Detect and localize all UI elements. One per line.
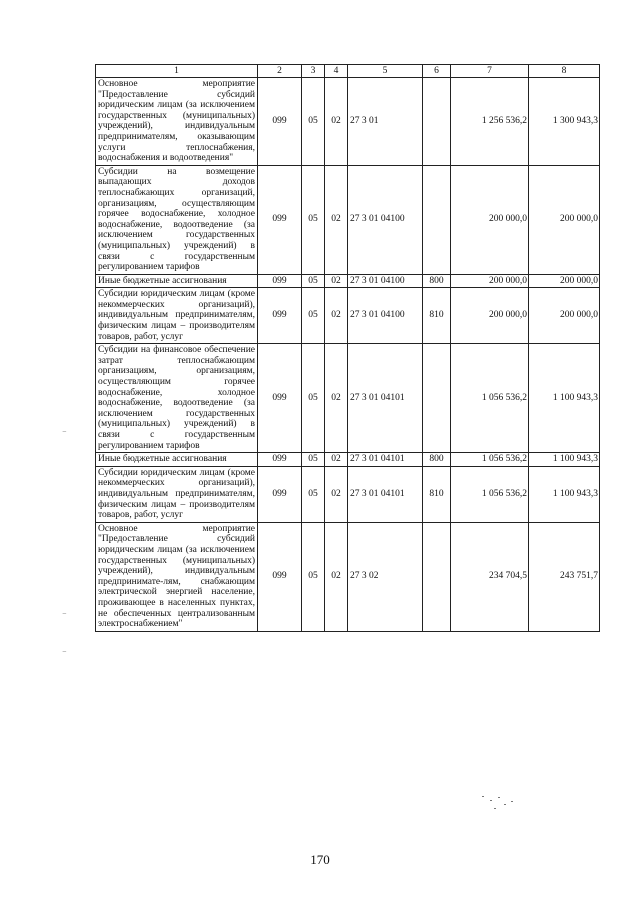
row-code-section: 05 (302, 466, 325, 522)
row-code-expense-type: 800 (423, 274, 451, 288)
row-code-subsection: 02 (325, 466, 348, 522)
row-amount-1: 1 256 536,2 (451, 78, 529, 166)
row-amount-2: 1 300 943,3 (529, 78, 600, 166)
header-cell: 2 (258, 65, 302, 78)
row-code-expense-type: 800 (423, 453, 451, 467)
row-code-expense-type (423, 165, 451, 274)
table-row (96, 453, 600, 467)
row-amount-1: 1 056 536,2 (451, 344, 529, 453)
row-code-section: 05 (302, 522, 325, 631)
row-code-ministry: 099 (258, 274, 302, 288)
margin-tick-mark: ⁻ (62, 648, 67, 658)
header-cell: 3 (302, 65, 325, 78)
row-amount-2: 200 000,0 (529, 274, 600, 288)
row-code-section: 05 (302, 274, 325, 288)
row-code-ministry: 099 (258, 165, 302, 274)
row-name: Иные бюджетные ассигнования (96, 274, 258, 288)
row-code-expense-type: 810 (423, 466, 451, 522)
row-code-target: 27 3 01 (348, 78, 423, 166)
page-number: 170 (310, 852, 330, 867)
row-code-expense-type (423, 522, 451, 631)
row-code-subsection: 02 (325, 522, 348, 631)
row-code-target: 27 3 01 04100 (348, 274, 423, 288)
row-name: Субсидии юридическим лицам (кроме некоммерческих организаций), индивидуальным предпринимателям, физическим лицам – производителям товаров, работ, услуг (96, 288, 258, 344)
table-row (96, 165, 600, 274)
row-amount-2: 200 000,0 (529, 165, 600, 274)
row-code-subsection: 02 (325, 78, 348, 166)
row-code-section: 05 (302, 453, 325, 467)
header-cell: 6 (423, 65, 451, 78)
row-code-section: 05 (302, 165, 325, 274)
row-name: Субсидии юридическим лицам (кроме некоммерческих организаций), индивидуальным предпринимателям, физическим лицам – производителям товаров, работ, услуг (96, 466, 258, 522)
row-amount-2: 200 000,0 (529, 288, 600, 344)
row-code-target: 27 3 01 04100 (348, 165, 423, 274)
row-code-target: 27 3 01 04101 (348, 344, 423, 453)
row-amount-2: 1 100 943,3 (529, 466, 600, 522)
row-code-expense-type (423, 78, 451, 166)
row-amount-2: 1 100 943,3 (529, 453, 600, 467)
row-code-expense-type: 810 (423, 288, 451, 344)
table-row (96, 344, 600, 453)
row-code-subsection: 02 (325, 453, 348, 467)
margin-tick-mark: ⁻ (62, 428, 67, 438)
table-row (96, 522, 600, 631)
row-name: Субсидии на возмещение выпадающих доходов теплоснабжающих организаций, организациям, осуществляющим горячее водоснабжение, холодное водоснабжение, водоотведение (за исключением государственных (муниципальных) учреждений) в связи с государственным регулированием тарифов (96, 165, 258, 274)
row-code-subsection: 02 (325, 165, 348, 274)
row-code-section: 05 (302, 288, 325, 344)
row-code-target: 27 3 01 04101 (348, 466, 423, 522)
row-code-ministry: 099 (258, 466, 302, 522)
budget-table (95, 64, 600, 632)
row-code-section: 05 (302, 344, 325, 453)
row-code-subsection: 02 (325, 274, 348, 288)
header-cell: 8 (529, 65, 600, 78)
scan-specks (478, 794, 518, 814)
row-amount-1: 234 704,5 (451, 522, 529, 631)
table-row (96, 466, 600, 522)
table-row (96, 274, 600, 288)
row-code-target: 27 3 01 04101 (348, 453, 423, 467)
header-cell: 7 (451, 65, 529, 78)
row-amount-1: 1 056 536,2 (451, 466, 529, 522)
row-amount-1: 200 000,0 (451, 165, 529, 274)
row-name: Основное мероприятие "Предоставление субсидий юридическим лицам (за исключением государственных (муниципальных) учреждений), индивидуальным предпринимателям, оказывающим услуги теплоснабжения, водоснабжения и водоотведения" (96, 78, 258, 166)
row-name: Иные бюджетные ассигнования (96, 453, 258, 467)
row-code-ministry: 099 (258, 288, 302, 344)
row-amount-1: 1 056 536,2 (451, 453, 529, 467)
table-row (96, 288, 600, 344)
row-code-target: 27 3 02 (348, 522, 423, 631)
row-name: Субсидии на финансовое обеспечение затрат теплоснабжающим организациям, организациям, осуществляющим горячее водоснабжение, холодное водоснабжение, водоотведение (за исключением государственных (муниципальных) учреждений) в связи с государственным регулированием тарифов (96, 344, 258, 453)
row-amount-1: 200 000,0 (451, 274, 529, 288)
row-code-target: 27 3 01 04100 (348, 288, 423, 344)
row-code-subsection: 02 (325, 288, 348, 344)
row-amount-2: 243 751,7 (529, 522, 600, 631)
row-code-ministry: 099 (258, 78, 302, 166)
row-amount-1: 200 000,0 (451, 288, 529, 344)
row-code-subsection: 02 (325, 344, 348, 453)
header-cell: 1 (96, 65, 258, 78)
row-code-ministry: 099 (258, 453, 302, 467)
row-amount-2: 1 100 943,3 (529, 344, 600, 453)
row-name: Основное мероприятие "Предоставление субсидий юридическим лицам (за исключением государственных (муниципальных) учреждений), индивидуальным предпринимате-лям, снабжающим электрической энергией население, проживающее в населенных пунктах, не обеспеченных централизованным электроснабжением" (96, 522, 258, 631)
row-code-ministry: 099 (258, 522, 302, 631)
header-cell: 5 (348, 65, 423, 78)
table-header-row (96, 65, 600, 78)
table-row (96, 78, 600, 166)
margin-tick-mark: ⁻ (62, 610, 67, 620)
row-code-section: 05 (302, 78, 325, 166)
row-code-expense-type (423, 344, 451, 453)
row-code-ministry: 099 (258, 344, 302, 453)
header-cell: 4 (325, 65, 348, 78)
